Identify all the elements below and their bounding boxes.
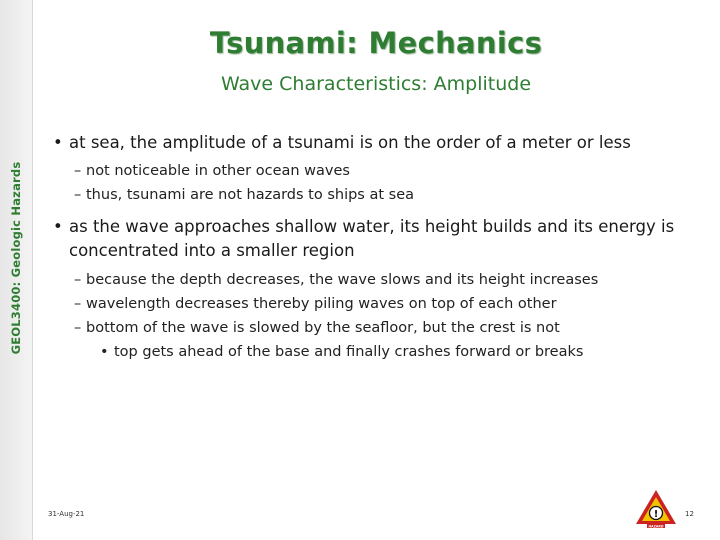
dash-icon: –	[74, 296, 82, 312]
sub-bullet-text: bottom of the wave is slowed by the seafloor, but the crest is not	[86, 320, 560, 336]
sidebar	[0, 0, 33, 540]
slide-content	[53, 131, 713, 364]
sub-bullet	[74, 316, 713, 340]
dash-icon: –	[74, 272, 82, 288]
sub-bullet	[74, 292, 713, 316]
sub-bullet-text: because the depth decreases, the wave slows and its height increases	[86, 272, 599, 288]
sub-bullet	[74, 159, 713, 183]
hazard-warning-icon	[634, 488, 678, 528]
dash-icon: –	[74, 163, 82, 179]
bullet-dot-icon: •	[53, 133, 63, 152]
dash-icon: –	[74, 320, 82, 336]
footer-date: 31-Aug-21	[48, 510, 85, 518]
slide-subtitle: Wave Characteristics: Amplitude	[220, 73, 532, 95]
bullet-dot-icon: •	[100, 344, 109, 360]
sub-bullet-text: not noticeable in other ocean waves	[86, 163, 350, 179]
bullet-1-text: at sea, the amplitude of a tsunami is on the order of a meter or less	[69, 133, 631, 152]
sub-sub-bullet-text: top gets ahead of the base and finally crashes forward or breaks	[114, 344, 584, 360]
slide-title: Tsunami: Mechanics	[209, 26, 543, 60]
course-label: GEOL3400: Geologic Hazards	[9, 161, 23, 355]
bullet-dot-icon: •	[53, 217, 63, 236]
sub-bullet	[74, 183, 713, 207]
hazard-text: HAZARD	[648, 524, 664, 528]
bullet-1	[53, 131, 713, 155]
sub-bullet	[74, 268, 713, 292]
sub-sub-bullet	[100, 340, 713, 364]
bullet-2	[53, 215, 713, 263]
sub-bullet-text: thus, tsunami are not hazards to ships at sea	[86, 187, 415, 203]
bullet-2-text: as the wave approaches shallow water, its height builds and its energy is concentrated into a smaller region	[69, 217, 675, 260]
dash-icon: –	[74, 187, 82, 203]
hazard-symbol: !	[653, 509, 659, 520]
sub-bullet-text: wavelength decreases thereby piling waves on top of each other	[86, 296, 557, 312]
page-number: 12	[685, 510, 694, 518]
